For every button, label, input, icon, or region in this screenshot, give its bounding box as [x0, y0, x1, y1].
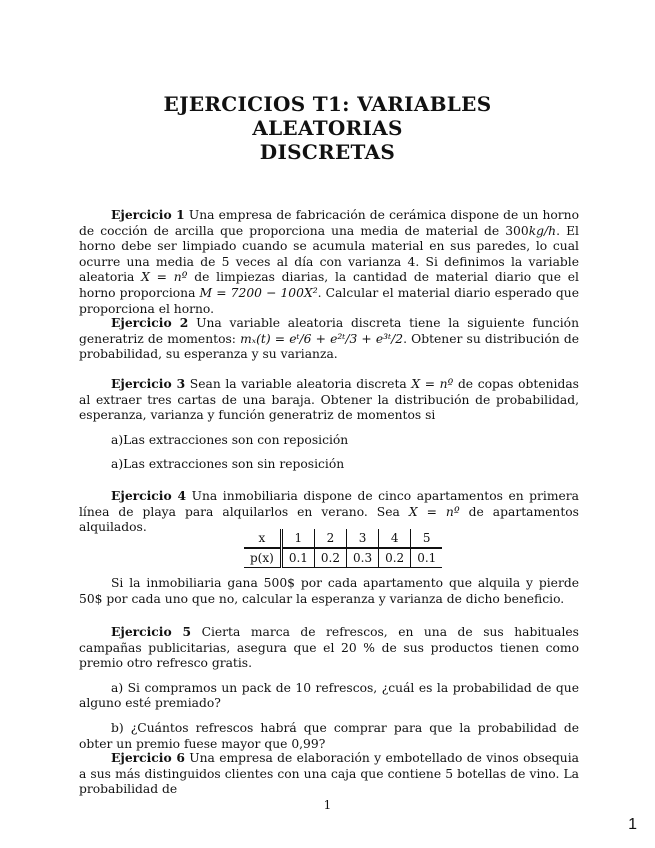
exercise-4-conclusion	[79, 576, 579, 607]
table-p-cell: 0.1	[411, 548, 443, 568]
exercise-1-text: Una empresa de fabricación de cerámica dispone de un horno de cocción de arcilla que proporciona una media de material de 300	[79, 208, 579, 238]
exercise-5	[79, 624, 579, 752]
table-p-header: p(x)	[244, 548, 281, 568]
table-p-cell: 0.2	[379, 548, 411, 568]
page-title	[100, 92, 555, 164]
table-x-cell: 5	[411, 529, 443, 548]
exercise-2-text: Una variable aleatoria discreta tiene la siguiente función generatriz de momentos:	[79, 316, 579, 346]
exercise-6-text: Una empresa de elaboración y embotellado de vinos obsequia a sus más distinguidos clientes con una caja que contiene 5 botellas de vino. La probabilidad de	[79, 751, 579, 797]
exercise-6	[79, 750, 579, 798]
exercise-4-label: Ejercicio 4	[111, 488, 187, 503]
exercise-5-text: Cierta marca de refrescos, en una de sus habituales campañas publicitarias, asegura que el 20 % de sus productos tienen como premio otro refresco gratis.	[79, 625, 579, 671]
exercise-2-label: Ejercicio 2	[111, 315, 189, 330]
exercise-3-item-a: a)Las extracciones son con reposición	[111, 432, 349, 447]
exercise-2-text-b: . Obtener su distribución de probabilidad, su esperanza y su varianza.	[79, 331, 579, 362]
exercise-4-text-b: de apartamentos alquilados.	[79, 504, 579, 535]
exercise-2	[79, 315, 579, 363]
table-p-cell: 0.1	[281, 548, 314, 568]
exercise-5-label: Ejercicio 5	[111, 624, 192, 639]
exercise-3-text: Sean la variable aleatoria discreta	[189, 377, 407, 391]
table-x-cell: 2	[314, 529, 346, 548]
exercise-4-text: Una inmobiliaria dispone de cinco apartamentos en primera línea de playa para alquilarlos en verano. Sea	[79, 489, 579, 519]
exercise-1-formula: M = 7200 − 100X²	[199, 285, 318, 300]
exercise-4-var: X = nº	[408, 504, 460, 519]
exercise-1-label: Ejercicio 1	[111, 207, 185, 222]
probability-table	[244, 529, 442, 568]
exercise-5-item-b: b) ¿Cuántos refrescos habrá que comprar para que la probabilidad de obter un premio fuese mayor que 0,99?	[79, 720, 579, 751]
exercise-3	[79, 376, 579, 473]
exercise-1-var: X = nº	[141, 270, 188, 285]
title-line-2: DISCRETAS	[259, 140, 396, 164]
exercise-5-item-a: a) Si compramos un pack de 10 refrescos, ¿cuál es la probabilidad de que alguno esté premiado?	[79, 680, 579, 711]
exercise-1-text-c: de limpiezas diarias, la cantidad de material diario que el horno proporciona	[79, 270, 579, 300]
exercise-6-label: Ejercicio 6	[111, 750, 185, 765]
table-x-cell: 1	[281, 529, 314, 548]
exercise-1-text-b: . El horno debe ser limpiado cuando se acumula material en sus paredes, lo cual ocurre una media de 5 veces al día con varianza 4. Si definimos la variable aleatoria	[79, 223, 579, 285]
table-p-cell: 0.2	[314, 548, 346, 568]
table-x-header: x	[244, 529, 281, 548]
table-x-cell: 4	[379, 529, 411, 548]
exercise-1	[79, 207, 579, 317]
exercise-4-text-c: Si la inmobiliaria gana 500$ por cada apartamento que alquila y pierde 50$ por cada uno que no, calcular la esperanza y varianza de dicho beneficio.	[79, 576, 579, 606]
exercise-1-text-d: . Calcular el material diario esperado que proporciona el horno.	[79, 285, 579, 316]
viewer-page-indicator: 1	[628, 816, 637, 833]
exercise-3-item-b: a)Las extracciones son sin reposición	[111, 457, 345, 472]
page-number: 1	[323, 798, 332, 812]
exercise-3-var: X = nº	[411, 377, 454, 391]
exercise-2-formula: mₓ(t) = eᵗ/6 + e²ᵗ/3 + e³ᵗ/2	[240, 331, 404, 346]
table-x-cell: 3	[347, 529, 379, 548]
table-p-cell: 0.3	[347, 548, 379, 568]
exercise-3-text-b: de copas obtenidas al extraer tres cartas de una baraja. Obtener la distribución de probabilidad, esperanza, varianza y función generatriz de momentos si	[79, 377, 579, 423]
exercise-3-label: Ejercicio 3	[111, 376, 186, 391]
title-line-1: EJERCICIOS T1: VARIABLES ALEATORIAS	[163, 92, 492, 140]
exercise-1-unit: kg/h	[528, 223, 557, 238]
